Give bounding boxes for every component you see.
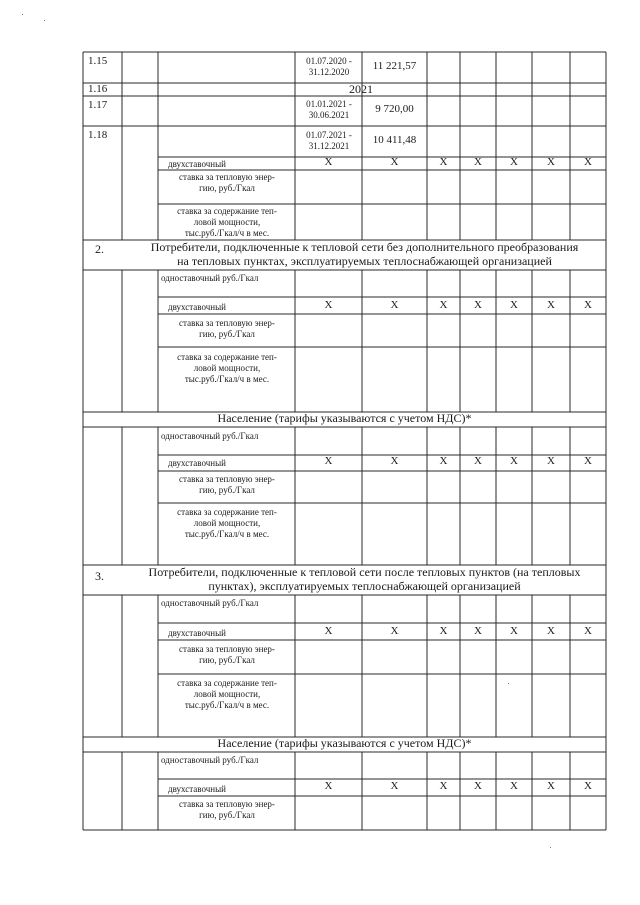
scan-speck xyxy=(22,14,23,15)
x-mark: X xyxy=(547,455,555,467)
scan-speck xyxy=(508,683,509,684)
section-number: 3. xyxy=(95,569,104,583)
capacity-rate-label: тыс.руб./Гкал/ч в мес. xyxy=(184,374,270,384)
x-mark: X xyxy=(474,780,482,792)
period-start: 01.07.2020 - xyxy=(306,56,352,66)
energy-rate-label: гию, руб./Гкал xyxy=(199,485,255,495)
x-mark: X xyxy=(390,780,399,792)
x-mark: X xyxy=(390,455,399,467)
x-mark: X xyxy=(439,780,448,792)
capacity-rate-label: ставка за содержание теп- xyxy=(177,352,277,362)
section-title: на тепловых пунктах, эксплуатируемых теплоснабжающей организацией xyxy=(177,254,552,268)
two-part-label: двухставочный xyxy=(168,458,226,468)
scan-speck xyxy=(44,20,45,21)
section-number: 2. xyxy=(95,242,104,256)
energy-rate-label: гию, руб./Гкал xyxy=(199,655,255,665)
x-mark: X xyxy=(390,299,399,311)
x-mark: X xyxy=(584,455,592,467)
population-header: Население (тарифы указываются с учетом НДС)* xyxy=(217,736,472,750)
x-mark: X xyxy=(324,299,333,311)
energy-rate-label: гию, руб./Гкал xyxy=(199,183,255,193)
x-mark: X xyxy=(324,625,333,637)
energy-rate-label: ставка за тепловую энер- xyxy=(179,799,275,809)
two-part-label: двухставочный xyxy=(168,784,226,794)
x-mark: X xyxy=(439,625,448,637)
capacity-rate-label: тыс.руб./Гкал/ч в мес. xyxy=(184,529,270,539)
period-start: 01.01.2021 - xyxy=(306,99,352,109)
two-part-label: двухставочный xyxy=(168,302,226,312)
capacity-rate-label: ловой мощности, xyxy=(193,518,261,528)
x-mark: X xyxy=(474,156,482,168)
tariff-value: 11 221,57 xyxy=(372,60,417,72)
capacity-rate-label: тыс.руб./Гкал/ч в мес. xyxy=(184,700,270,710)
x-mark: X xyxy=(510,625,518,637)
tariff-value: 9 720,00 xyxy=(375,103,414,115)
x-mark: X xyxy=(474,455,482,467)
x-mark: X xyxy=(324,780,333,792)
one-part-label: одноставочный руб./Гкал xyxy=(161,598,259,608)
year-label: 2021 xyxy=(349,82,373,96)
x-mark: X xyxy=(390,156,399,168)
period-end: 30.06.2021 xyxy=(308,110,350,120)
x-mark: X xyxy=(510,299,518,311)
capacity-rate-label: ловой мощности, xyxy=(193,217,261,227)
x-mark: X xyxy=(510,156,518,168)
x-mark: X xyxy=(324,455,333,467)
energy-rate-label: ставка за тепловую энер- xyxy=(179,644,275,654)
x-mark: X xyxy=(510,780,518,792)
x-mark: X xyxy=(547,780,555,792)
one-part-label: одноставочный руб./Гкал xyxy=(161,431,259,441)
row-number: 1.17 xyxy=(88,99,108,111)
x-mark: X xyxy=(324,156,333,168)
x-mark: X xyxy=(547,299,555,311)
x-mark: X xyxy=(474,625,482,637)
energy-rate-label: ставка за тепловую энер- xyxy=(179,172,275,182)
section-title: Потребители, подключенные к тепловой сети после тепловых пунктов (на тепловых xyxy=(148,565,581,579)
x-mark: X xyxy=(510,455,518,467)
one-part-label: одноставочный руб./Гкал xyxy=(161,273,259,283)
energy-rate-label: гию, руб./Гкал xyxy=(199,329,255,339)
energy-rate-label: ставка за тепловую энер- xyxy=(179,318,275,328)
x-mark: X xyxy=(584,625,592,637)
capacity-rate-label: ловой мощности, xyxy=(193,363,261,373)
capacity-rate-label: ставка за содержание теп- xyxy=(177,206,277,216)
two-part-label: двухставочный xyxy=(168,159,226,169)
x-mark: X xyxy=(584,156,592,168)
x-mark: X xyxy=(439,299,448,311)
energy-rate-label: ставка за тепловую энер- xyxy=(179,474,275,484)
two-part-label: двухставочный xyxy=(168,628,226,638)
period-end: 31.12.2020 xyxy=(308,67,350,77)
section-title: пунктах), эксплуатируемых теплоснабжающей организацией xyxy=(208,579,521,593)
section-title: Потребители, подключенные к тепловой сети без дополнительного преобразования xyxy=(150,240,579,254)
capacity-rate-label: ловой мощности, xyxy=(193,689,261,699)
x-mark: X xyxy=(547,156,555,168)
capacity-rate-label: тыс.руб./Гкал/ч в мес. xyxy=(184,228,270,238)
capacity-rate-label: ставка за содержание теп- xyxy=(177,678,277,688)
x-mark: X xyxy=(439,455,448,467)
scan-speck xyxy=(550,847,551,848)
tariff-value: 10 411,48 xyxy=(372,134,417,146)
population-header: Население (тарифы указываются с учетом НДС)* xyxy=(217,411,472,425)
energy-rate-label: гию, руб./Гкал xyxy=(199,810,255,820)
x-mark: X xyxy=(584,299,592,311)
row-number: 1.18 xyxy=(88,129,108,141)
x-mark: X xyxy=(584,780,592,792)
x-mark: X xyxy=(474,299,482,311)
x-mark: X xyxy=(439,156,448,168)
x-mark: X xyxy=(547,625,555,637)
x-mark: X xyxy=(390,625,399,637)
capacity-rate-label: ставка за содержание теп- xyxy=(177,507,277,517)
row-number: 1.16 xyxy=(88,83,108,95)
period-start: 01.07.2021 - xyxy=(306,130,352,140)
row-number: 1.15 xyxy=(88,55,108,67)
one-part-label: одноставочный руб./Гкал xyxy=(161,755,259,765)
period-end: 31.12.2021 xyxy=(308,141,350,151)
